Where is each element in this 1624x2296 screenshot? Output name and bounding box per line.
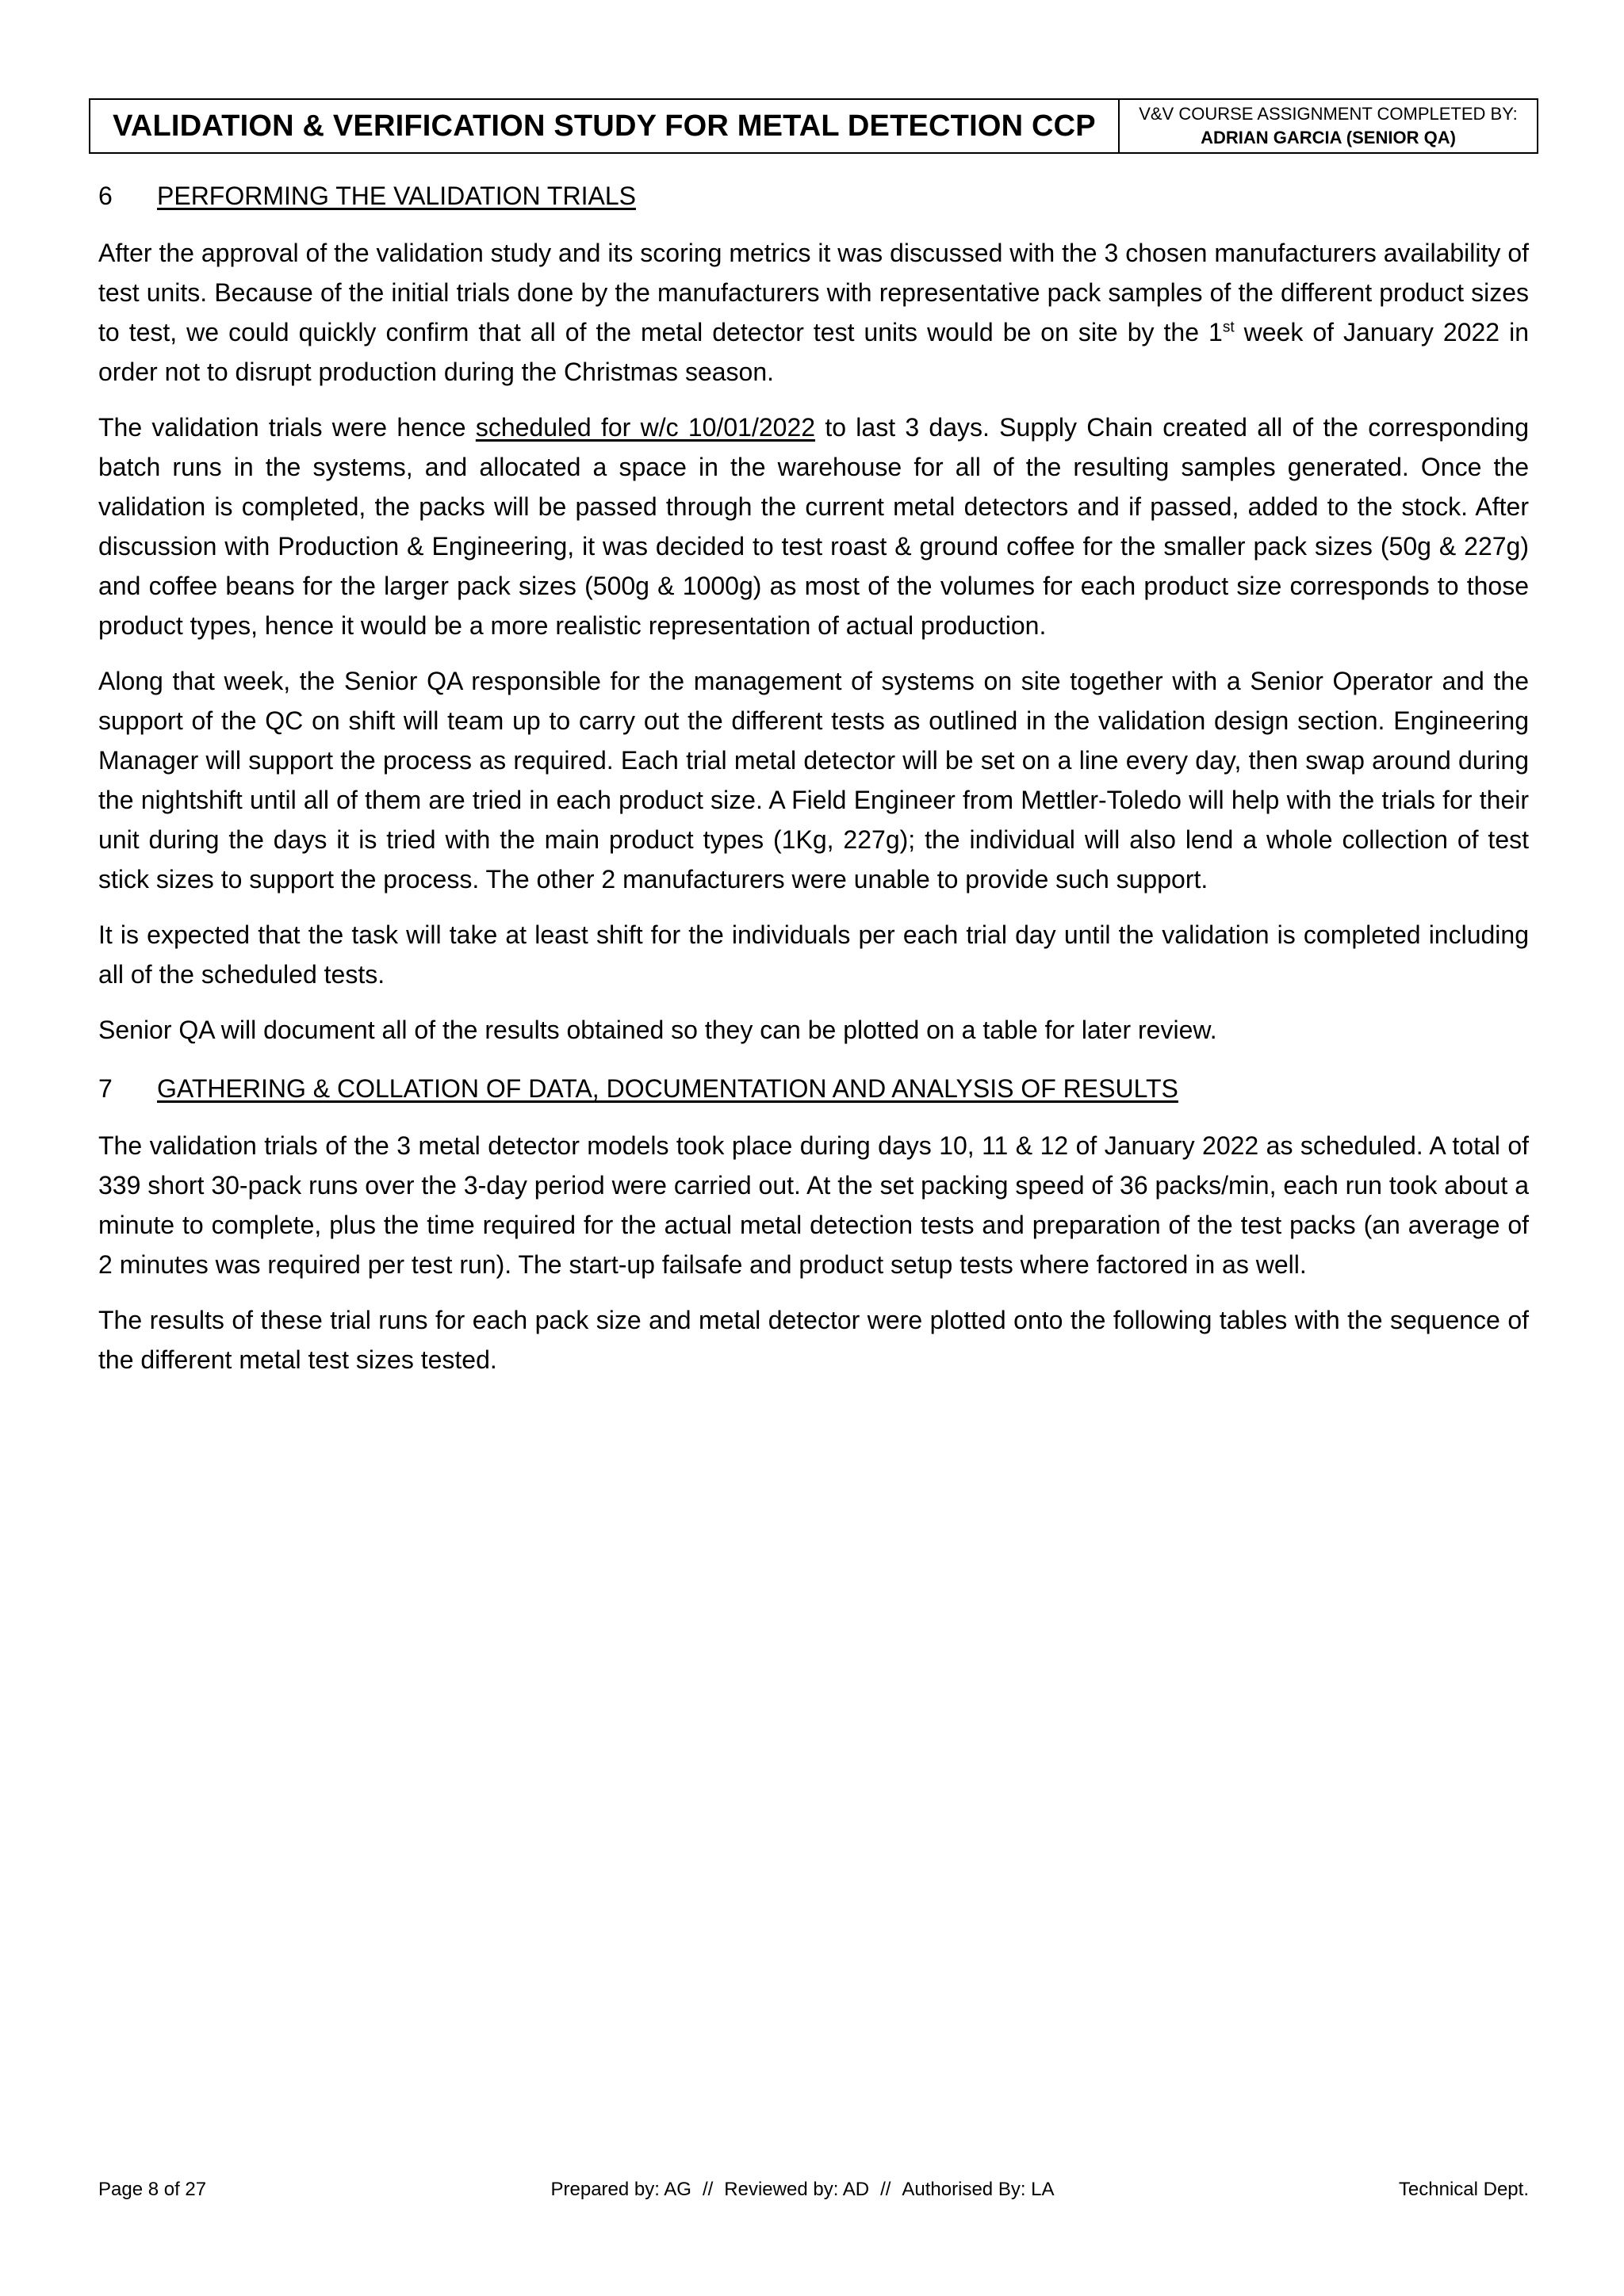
section-7-number: 7	[98, 1074, 113, 1103]
section-6-paragraph-1	[98, 233, 1529, 392]
paragraph-text: week of January 2022 in order not to disrupt production during the Christmas season.	[98, 318, 1530, 386]
author-block	[1120, 100, 1537, 152]
section-6-title: PERFORMING THE VALIDATION TRIALS	[157, 182, 636, 210]
assignment-label: V&V COURSE ASSIGNMENT COMPLETED BY:	[1139, 104, 1518, 124]
document-header	[89, 98, 1538, 154]
page-number: Page 8 of 27	[98, 2179, 207, 2200]
section-6-paragraph-2	[98, 408, 1529, 645]
section-6-paragraph-3: Along that week, the Senior QA responsible for the management of systems on site together with a Senior Operator and the support of the QC on shift will team up to carry out the different tests as outlined in the validation design section. Engineering Manager will support the process as required. Each trial metal detector will be set on a line every day, then swap around during the nightshift until all of them are tried in each product size. A Field Engineer from Mettler-Toledo will help with the trials for their unit during the days it is tried with the main product types (1Kg, 227g); the individual will also lend a whole collection of test stick sizes to support the process. The other 2 manufacturers were unable to provide such support.	[98, 667, 1529, 894]
separator: //	[880, 2179, 891, 2200]
paragraph-text: The validation trials were hence	[98, 413, 476, 442]
section-6-paragraph-5: Senior QA will document all of the results obtained so they can be plotted on a table for later review.	[98, 1016, 1217, 1044]
department: Technical Dept.	[1398, 2179, 1529, 2200]
page-content	[98, 179, 1529, 1395]
separator: //	[702, 2179, 714, 2200]
section-7-paragraph-1: The validation trials of the 3 metal detector models took place during days 10, 11 & 12 of January 2022 as scheduled. A total of 339 short 30-pack runs over the 3-day period were carried out. At the set packing speed of 36 packs/min, each run took about a minute to complete, plus the time required for the actual metal detection tests and preparation of the test packs (an average of 2 minutes was required per test run). The start-up failsafe and product setup tests where factored in as well.	[98, 1131, 1529, 1279]
section-6-heading	[98, 179, 1529, 212]
author-name: ADRIAN GARCIA (SENIOR QA)	[1201, 128, 1456, 147]
section-6-paragraph-4: It is expected that the task will take at least shift for the individuals per each trial day until the validation is completed including all of the scheduled tests.	[98, 920, 1529, 989]
prepared-by: Prepared by: AG	[550, 2179, 691, 2200]
ordinal-superscript: st	[1222, 319, 1235, 336]
reviewed-by: Reviewed by: AD	[724, 2179, 870, 2200]
section-6-number: 6	[98, 182, 113, 210]
schedule-date-text: scheduled for w/c 10/01/2022	[475, 413, 816, 442]
page-footer	[98, 2179, 1529, 2201]
section-7-heading	[98, 1072, 1529, 1105]
section-7-title: GATHERING & COLLATION OF DATA, DOCUMENTATION AND ANALYSIS OF RESULTS	[157, 1074, 1178, 1103]
authorised-by: Authorised By: LA	[902, 2179, 1055, 2200]
paragraph-text: to last 3 days. Supply Chain created all of the corresponding batch runs in the systems, and allocated a space in the warehouse for all of the resulting samples generated. Once the validation is completed, the packs will be passed through the current metal detectors and if passed, added to the stock. After discussion with Production & Engineering, it was decided to test roast & ground coffee for the smaller pack sizes (50g & 227g) and coffee beans for the larger pack sizes (500g & 1000g) as most of the volumes for each product size corresponds to those product types, hence it would be a more realistic representation of actual production.	[98, 413, 1530, 640]
paragraph-text: After the approval of the validation study and its scoring metrics it was discussed with the 3 chosen manufacturers availability of test units. Because of the initial trials done by the manufacturers with representative pack samples of the different product sizes to test, we could quickly confirm that all of the metal detector test units would be on site by the 1	[98, 239, 1529, 346]
approval-line	[551, 2179, 1055, 2201]
section-7-paragraph-2: The results of these trial runs for each pack size and metal detector were plotted onto the following tables with the sequence of the different metal test sizes tested.	[98, 1306, 1529, 1374]
document-title: VALIDATION & VERIFICATION STUDY FOR METAL DETECTION CCP	[90, 100, 1120, 152]
